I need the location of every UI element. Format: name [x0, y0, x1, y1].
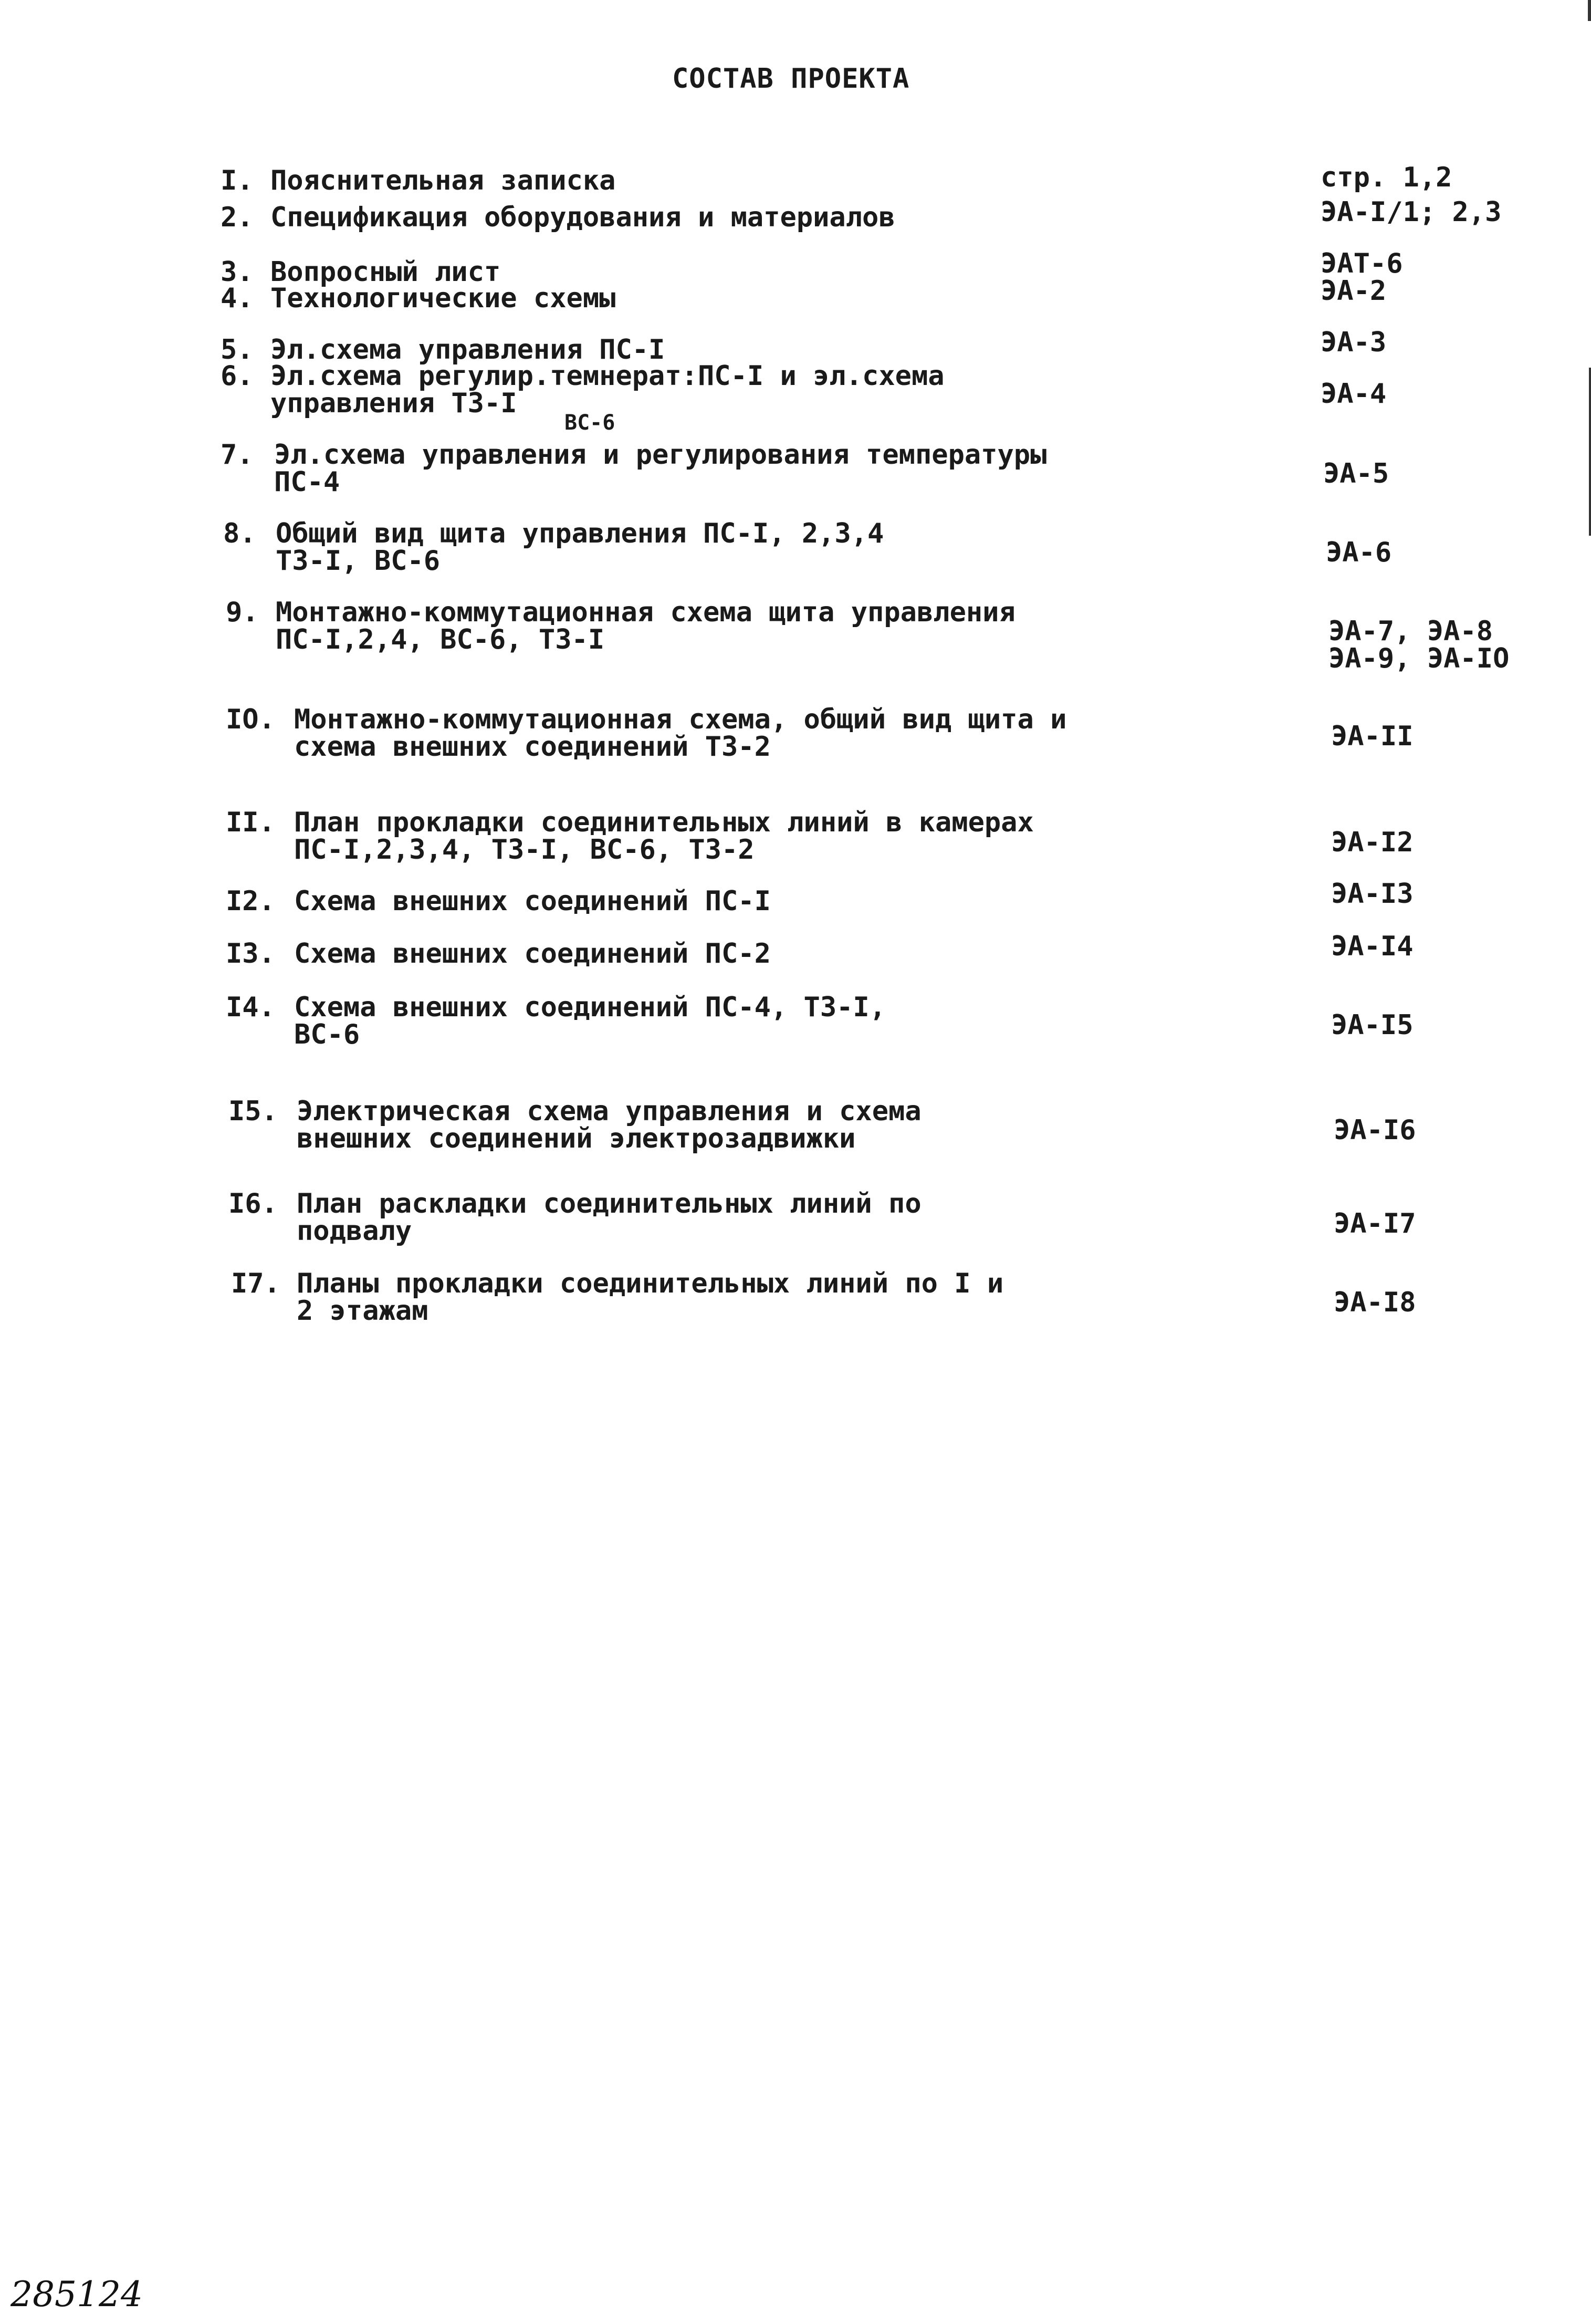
- item-sheet-line: ЭА-6: [1326, 537, 1392, 568]
- item-sheet: [1321, 380, 1386, 408]
- item-sheet-line: ЭА-I7: [1334, 1208, 1416, 1239]
- item-description-line: ПС-4: [274, 466, 340, 498]
- item-number: I5.: [228, 1096, 278, 1127]
- item-description-line: План раскладки соединительных линий по: [297, 1188, 922, 1220]
- item-number: I6.: [228, 1188, 278, 1220]
- item-description: [270, 258, 500, 286]
- item-description-line: Общий вид щита управления ПС-I, 2,3,4: [276, 518, 884, 549]
- item-sheet: [1321, 250, 1403, 277]
- item-sheet-line: ЭАТ-6: [1321, 248, 1403, 279]
- handwritten-annotation: ВС-6: [564, 411, 615, 435]
- item-description-line: Монтажно-коммутационная схема щита управления: [276, 597, 1016, 628]
- item-description: [276, 520, 884, 575]
- item-description-line: Схема внешних соединений ПС-4, ТЗ-I,: [294, 992, 886, 1023]
- item-sheet: [1334, 1210, 1416, 1237]
- item-sheet-line: ЭА-I/1; 2,3: [1321, 196, 1502, 228]
- item-description: [276, 599, 1016, 653]
- item-sheet-line: ЭА-3: [1321, 327, 1387, 358]
- item-number: 2.: [221, 202, 254, 233]
- item-description-line: План прокладки соединительных линий в камерах: [294, 807, 1034, 838]
- item-sheet-line: ЭА-I2: [1331, 827, 1414, 858]
- item-sheet: [1321, 277, 1386, 305]
- item-sheet-line: ЭА-9, ЭА-IО: [1328, 643, 1510, 674]
- item-sheet: [1321, 164, 1452, 191]
- item-description: [297, 1098, 922, 1152]
- item-description: [294, 994, 886, 1048]
- item-number: I.: [221, 165, 254, 196]
- item-description: [294, 938, 771, 970]
- item-description: [270, 362, 945, 417]
- item-description-line: Эл.схема управления и регулирования температуры: [274, 439, 1047, 471]
- item-number: I3.: [226, 938, 275, 970]
- item-description: [297, 1270, 1003, 1325]
- item-description-line: Спецификация оборудования и материалов: [270, 202, 895, 233]
- item-sheet: [1321, 329, 1386, 356]
- item-sheet-line: ЭА-I4: [1331, 931, 1414, 962]
- item-description: [294, 885, 771, 917]
- item-description-line: Схема внешних соединений ПС-2: [294, 938, 771, 970]
- item-sheet: [1331, 829, 1414, 856]
- item-sheet: [1326, 539, 1391, 566]
- item-number: 6.: [221, 360, 254, 392]
- item-description: [270, 204, 895, 231]
- item-description-line: Схема внешних соединений ПС-I: [294, 885, 771, 917]
- item-sheet: [1334, 1289, 1416, 1316]
- item-sheet: [1321, 196, 1502, 228]
- item-description: [294, 704, 1067, 763]
- page-title: СОСТАВ ПРОЕКТА: [672, 63, 910, 95]
- item-sheet-line: ЭА-2: [1321, 275, 1387, 307]
- item-description-line: управления ТЗ-I: [270, 388, 517, 419]
- item-sheet-line: ЭА-7, ЭА-8: [1328, 616, 1493, 647]
- item-sheet: [1328, 618, 1509, 672]
- item-description: [270, 285, 615, 312]
- item-description-line: ПС-I,2,3,4, ТЗ-I, ВС-6, ТЗ-2: [294, 834, 755, 866]
- item-sheet-line: ЭА-I5: [1331, 1009, 1414, 1041]
- item-description-line: внешних соединений электрозадвижки: [297, 1123, 856, 1154]
- item-description-line: подвалу: [297, 1215, 412, 1247]
- item-sheet: [1331, 1009, 1414, 1041]
- item-sheet-line: ЭА-I3: [1331, 878, 1414, 910]
- item-description-line: Эл.схема управления ПС-I: [270, 334, 665, 366]
- item-description-line: Технологические схемы: [270, 283, 616, 314]
- item-sheet-line: ЭА-I6: [1334, 1114, 1416, 1146]
- item-description: [297, 1190, 922, 1245]
- item-sheet-line: ЭА-4: [1321, 378, 1387, 410]
- item-description-line: ТЗ-I, ВС-6: [276, 545, 441, 577]
- item-description-line: схема внешних соединений ТЗ-2: [294, 731, 771, 763]
- item-description-line: 2 этажам: [297, 1295, 428, 1327]
- item-number: 9.: [226, 597, 259, 628]
- item-number: II.: [226, 807, 275, 838]
- item-number: 8.: [223, 518, 256, 549]
- item-description-line: Эл.схема регулир.темнерат:ПС-I и эл.схема: [270, 360, 945, 392]
- item-number: 7.: [221, 439, 254, 471]
- item-number: IО.: [226, 704, 275, 735]
- item-sheet: [1331, 933, 1414, 960]
- scan-edge-mark: [1589, 368, 1591, 536]
- item-number: 4.: [221, 283, 254, 314]
- scan-edge-mark: [1588, 0, 1591, 21]
- item-sheet-line: ЭА-I8: [1334, 1287, 1416, 1318]
- item-description: [270, 334, 665, 366]
- item-description: [270, 167, 615, 194]
- item-number: 5.: [221, 334, 254, 366]
- item-description-line: Планы прокладки соединительных линий по I и: [297, 1268, 1004, 1299]
- archive-number: 285124: [11, 2274, 143, 2315]
- item-description-line: Монтажно-коммутационная схема, общий вид щита и: [294, 704, 1067, 735]
- item-description: [274, 441, 1046, 496]
- item-description-line: Пояснительная записка: [270, 165, 616, 196]
- item-sheet: [1334, 1114, 1416, 1146]
- item-sheet: [1331, 723, 1414, 750]
- item-description-line: Вопросный лист: [270, 256, 501, 288]
- item-sheet-line: стр. 1,2: [1321, 162, 1452, 193]
- item-sheet: [1323, 460, 1389, 487]
- item-description-line: Электрическая схема управления и схема: [297, 1096, 922, 1127]
- item-sheet-line: ЭА-II: [1331, 721, 1414, 752]
- item-number: 3.: [221, 256, 254, 288]
- item-number: I4.: [226, 992, 275, 1023]
- item-description-line: ВС-6: [294, 1019, 360, 1050]
- item-sheet: [1331, 880, 1414, 908]
- item-sheet-line: ЭА-5: [1323, 458, 1389, 489]
- item-number: I7.: [231, 1268, 280, 1299]
- item-description: [294, 807, 1034, 866]
- item-description-line: ПС-I,2,4, ВС-6, ТЗ-I: [276, 624, 605, 655]
- item-number: I2.: [226, 885, 275, 917]
